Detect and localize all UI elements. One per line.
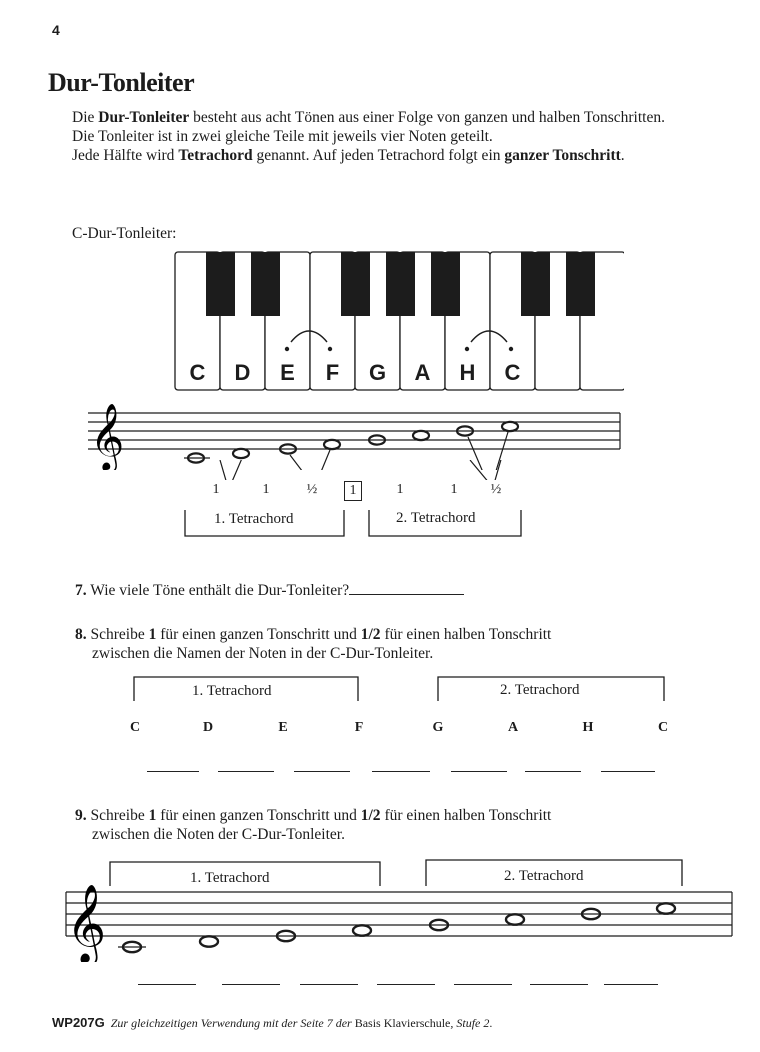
note-name: H bbox=[582, 720, 594, 735]
question-number: 9. bbox=[75, 807, 87, 824]
key-label: C bbox=[504, 360, 521, 385]
whole-note bbox=[233, 449, 249, 458]
key-label: C bbox=[189, 360, 206, 385]
staff-lines bbox=[88, 413, 620, 449]
step-value: 1 bbox=[262, 482, 270, 497]
footer bbox=[52, 1015, 492, 1031]
notes bbox=[184, 422, 518, 463]
answer-line-q7[interactable] bbox=[349, 582, 464, 595]
whole-note bbox=[506, 914, 524, 924]
answer-blank[interactable] bbox=[372, 771, 430, 772]
footer-text: Basis Klavierschule bbox=[354, 1016, 451, 1030]
black-key bbox=[341, 252, 370, 316]
intro-paragraph-1 bbox=[72, 108, 722, 127]
question-text: Schreibe bbox=[86, 807, 149, 824]
whole-note bbox=[502, 422, 518, 431]
answer-blank[interactable] bbox=[377, 984, 435, 985]
intro-text-part: besteht aus acht Tönen aus einer Folge von ganzen und halben Tonschritten. bbox=[189, 109, 665, 126]
answer-blank[interactable] bbox=[300, 984, 358, 985]
question-7 bbox=[75, 581, 464, 600]
dot bbox=[509, 347, 513, 351]
step-value: ½ bbox=[490, 482, 502, 497]
note-name: G bbox=[432, 720, 444, 735]
dot bbox=[465, 347, 469, 351]
step-value: ½ bbox=[306, 482, 318, 497]
whole-note bbox=[413, 431, 429, 440]
answer-blank[interactable] bbox=[222, 984, 280, 985]
intro-paragraph-2: Die Tonleiter ist in zwei gleiche Teile mit jeweils vier Noten geteilt. bbox=[72, 128, 493, 145]
music-staff-2 bbox=[62, 882, 742, 962]
answer-blank[interactable] bbox=[530, 984, 588, 985]
note-name: A bbox=[507, 720, 519, 735]
black-key bbox=[521, 252, 550, 316]
question-bold: 1 bbox=[148, 807, 157, 824]
question-text: Schreibe bbox=[86, 626, 149, 643]
answer-blank[interactable] bbox=[604, 984, 658, 985]
intro-text-part: Jede Hälfte wird bbox=[72, 147, 179, 164]
question-line: zwischen die Noten der C-Dur-Tonleiter. bbox=[92, 826, 345, 843]
black-key bbox=[386, 252, 415, 316]
treble-clef-icon: 𝄞 bbox=[90, 404, 125, 469]
key-label: E bbox=[280, 360, 295, 385]
intro-bold-term: Dur-Tonleiter bbox=[98, 109, 190, 126]
question-text: Wie viele Töne enthält die Dur-Tonleiter? bbox=[86, 582, 350, 599]
question-text: für einen halben Tonschritt bbox=[380, 626, 552, 643]
black-key bbox=[206, 252, 235, 316]
black-key bbox=[566, 252, 595, 316]
intro-text-part: . bbox=[620, 147, 625, 164]
intro-text bbox=[72, 108, 722, 165]
footer-text: Stufe 2 bbox=[456, 1016, 490, 1030]
footer-code: WP207G bbox=[52, 1015, 105, 1030]
answer-blank[interactable] bbox=[454, 984, 512, 985]
intro-bold-term: Tetrachord bbox=[178, 147, 253, 164]
question-9 bbox=[75, 806, 551, 844]
key-label: A bbox=[414, 360, 431, 385]
answer-blank[interactable] bbox=[218, 771, 274, 772]
question-text: für einen ganzen Tonschritt und bbox=[156, 807, 361, 824]
question-bold: 1/2 bbox=[360, 807, 381, 824]
treble-clef-icon: 𝄞 bbox=[66, 885, 107, 961]
note-name: C bbox=[129, 720, 141, 735]
page-title: Dur-Tonleiter bbox=[48, 68, 195, 97]
key-label: G bbox=[368, 360, 387, 385]
tetrachord-label-2: 2. Tetrachord bbox=[396, 510, 476, 526]
question-text: für einen ganzen Tonschritt und bbox=[156, 626, 361, 643]
step-value-boxed: 1 bbox=[344, 481, 362, 501]
footer-text: Zur gleichzeitigen Verwendung mit der Seite 7 der bbox=[110, 1016, 355, 1030]
tetrachord-label-1: 1. Tetrachord bbox=[192, 683, 272, 699]
answer-blank[interactable] bbox=[451, 771, 507, 772]
key-label: D bbox=[234, 360, 251, 385]
question-line: zwischen die Namen der Noten in der C-Dur-Tonleiter. bbox=[92, 645, 434, 662]
note-name: F bbox=[354, 720, 364, 735]
tetrachord-label-2: 2. Tetrachord bbox=[500, 682, 580, 698]
question-number: 8. bbox=[75, 626, 87, 643]
note-name: C bbox=[657, 720, 669, 735]
intro-text-part: genannt. Auf jeden Tetrachord folgt ein bbox=[252, 147, 505, 164]
piano-keyboard bbox=[174, 250, 624, 392]
whole-note bbox=[200, 936, 218, 946]
black-keys bbox=[206, 252, 595, 316]
black-key bbox=[431, 252, 460, 316]
question-text: für einen halben Tonschritt bbox=[380, 807, 552, 824]
footer-text: , bbox=[450, 1016, 457, 1030]
answer-blank[interactable] bbox=[525, 771, 581, 772]
step-value: 1 bbox=[450, 482, 458, 497]
step-value: 1 bbox=[212, 482, 220, 497]
answer-blank[interactable] bbox=[147, 771, 199, 772]
black-key bbox=[251, 252, 280, 316]
question-bold: 1/2 bbox=[360, 626, 381, 643]
question-8 bbox=[75, 625, 551, 663]
tetrachord-label-2: 2. Tetrachord bbox=[504, 868, 584, 884]
dot bbox=[285, 347, 289, 351]
notes bbox=[118, 903, 675, 952]
step-value: 1 bbox=[396, 482, 404, 497]
page-number: 4 bbox=[52, 22, 60, 38]
question-line bbox=[75, 625, 551, 644]
note-name: D bbox=[202, 720, 214, 735]
tetrachord-label-1: 1. Tetrachord bbox=[190, 870, 270, 886]
intro-paragraph-3 bbox=[72, 146, 722, 165]
answer-blank[interactable] bbox=[601, 771, 655, 772]
dot bbox=[328, 347, 332, 351]
footer-text: . bbox=[489, 1016, 493, 1030]
staff-lines bbox=[66, 892, 732, 936]
question-number: 7. bbox=[75, 582, 87, 599]
half-step-marker-tails bbox=[88, 460, 648, 480]
question-line bbox=[75, 806, 551, 825]
intro-text-part: Die bbox=[72, 109, 99, 126]
question-bold: 1 bbox=[148, 626, 157, 643]
answer-blank[interactable] bbox=[138, 984, 196, 985]
note-name: E bbox=[278, 720, 288, 735]
whole-note bbox=[324, 440, 340, 449]
intro-bold-term: ganzer Tonschritt bbox=[504, 147, 621, 164]
whole-note bbox=[353, 925, 371, 935]
key-label: F bbox=[325, 360, 340, 385]
tetrachord-label-1: 1. Tetrachord bbox=[214, 511, 294, 527]
whole-note bbox=[657, 903, 675, 913]
answer-blank[interactable] bbox=[294, 771, 350, 772]
key-label: H bbox=[459, 360, 476, 385]
scale-label: C-Dur-Tonleiter: bbox=[72, 225, 177, 242]
